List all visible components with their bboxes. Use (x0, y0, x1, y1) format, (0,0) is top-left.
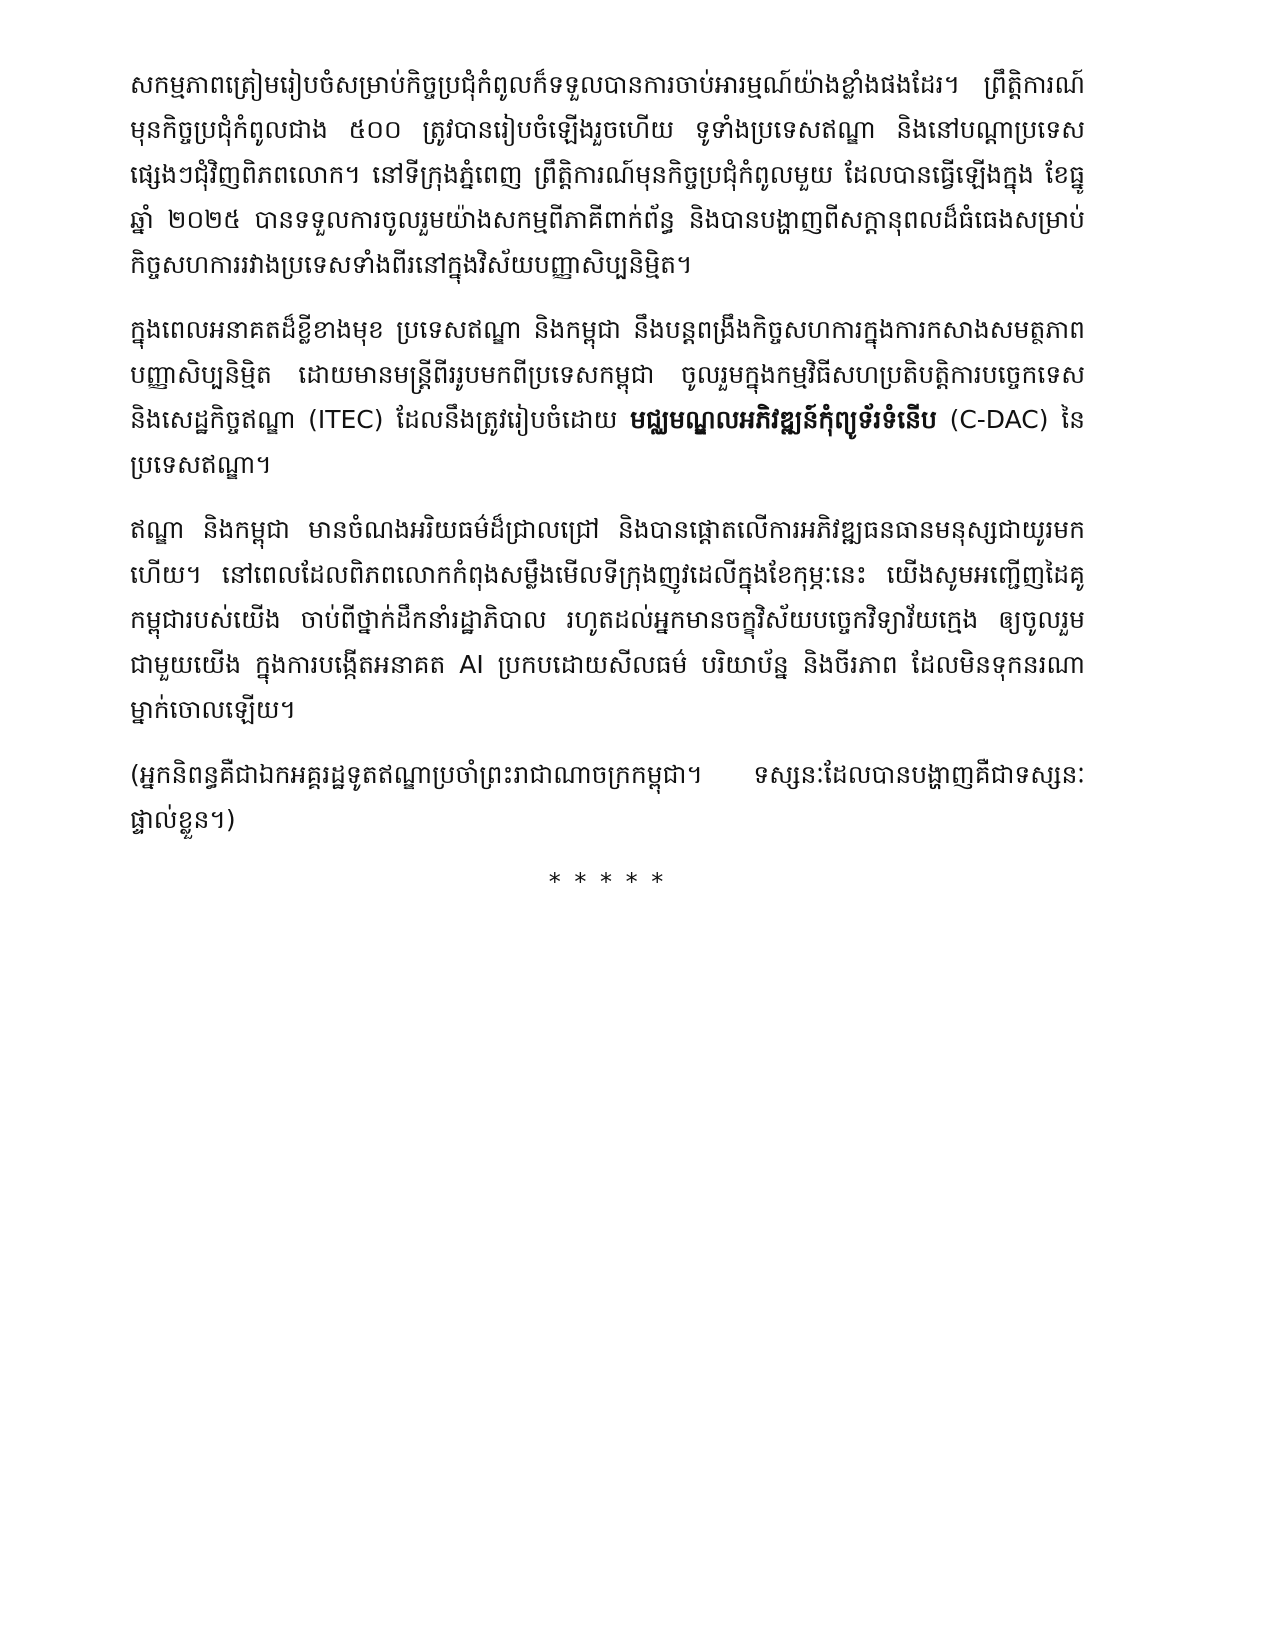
end-separator: * * * * * (548, 868, 667, 896)
paragraph-capacity-building (130, 307, 1085, 487)
author-note: (អ្នកនិពន្ធគឺជាឯកអគ្គរដ្ឋទូតឥណ្ឌាប្រចាំព្រះរាជាណាចក្រកម្ពុជា។ ទស្សនៈដែលបានបង្ហាញគឺជាទស្សនៈផ្ទាល់ខ្លួន។) (130, 760, 1085, 834)
paragraph-summit-events: សកម្មភាពត្រៀមរៀបចំសម្រាប់កិច្ចប្រជុំកំពូលក៏ទទួលបានការចាប់អារម្មណ៍យ៉ាងខ្លាំងផងដែរ។ ព្រឹត្តិការណ៍មុនកិច្ចប្រជុំកំពូលជាង ៥០០ ត្រូវបានរៀបចំឡើងរួចហើយ ទូទាំងប្រទេសឥណ្ឌា និងនៅបណ្ដាប្រទេសផ្សេងៗជុំវិញពិភពលោក។ នៅទីក្រុងភ្នំពេញ ព្រឹត្តិការណ៍មុនកិច្ចប្រជុំកំពូលមួយ ដែលបានធ្វើឡើងក្នុង ខែធ្នូ ឆ្នាំ ២០២៥ បានទទួលការចូលរួមយ៉ាងសកម្មពីភាគីពាក់ព័ន្ធ និងបានបង្ហាញពីសក្ដានុពលដ៏ធំធេងសម្រាប់កិច្ចសហការរវាងប្រទេសទាំងពីរនៅក្នុងវិស័យបញ្ញាសិប្បនិម្មិត។ (130, 70, 1085, 279)
document-body (130, 62, 1085, 902)
paragraph-capacity-building-end: (C-DAC) នៃប្រទេសឥណ្ឌា។ (130, 405, 1085, 479)
cdac-name-bold: មជ្ឈមណ្ឌលអភិវឌ្ឍន៍កុំព្យូទ័រទំនើប (630, 405, 937, 434)
paragraph-capacity-building-text: ក្នុងពេលអនាគតដ៏ខ្លីខាងមុខ ប្រទេសឥណ្ឌា និងកម្ពុជា នឹងបន្តពង្រឹងកិច្ចសហការក្នុងការកសាងសមត្ថភាពបញ្ញាសិប្បនិម្មិត ដោយមានមន្ត្រីពីររូបមកពីប្រទេសកម្ពុជា ចូលរួមក្នុងកម្មវិធីសហប្រតិបត្តិការបច្ចេកទេស និងសេដ្ឋកិច្ចឥណ្ឌា (ITEC) ដែលនឹងត្រូវរៀបចំដោយ (130, 315, 1085, 434)
paragraph-civilizational-ties: ឥណ្ឌា និងកម្ពុជា មានចំណងអរិយធម៌ដ៏ជ្រាលជ្រៅ និងបានផ្ដោតលើការអភិវឌ្ឍធនធានមនុស្សជាយូរមកហើយ។ នៅពេលដែលពិភពលោកកំពុងសម្លឹងមើលទីក្រុងញូវដេលីក្នុងខែកុម្ភៈនេះ យើងសូមអញ្ជើញដៃគូកម្ពុជារបស់យើង ចាប់ពីថ្នាក់ដឹកនាំរដ្ឋាភិបាល រហូតដល់អ្នកមានចក្ខុវិស័យបច្ចេកវិទ្យាវ័យក្មេង ឲ្យចូលរួមជាមួយយើង ក្នុងការបង្កើតអនាគត AI ប្រកបដោយសីលធម៌ បរិយាប័ន្ន និងចីរភាព ដែលមិនទុកនរណាម្នាក់ចោលឡើយ។ (130, 515, 1085, 724)
